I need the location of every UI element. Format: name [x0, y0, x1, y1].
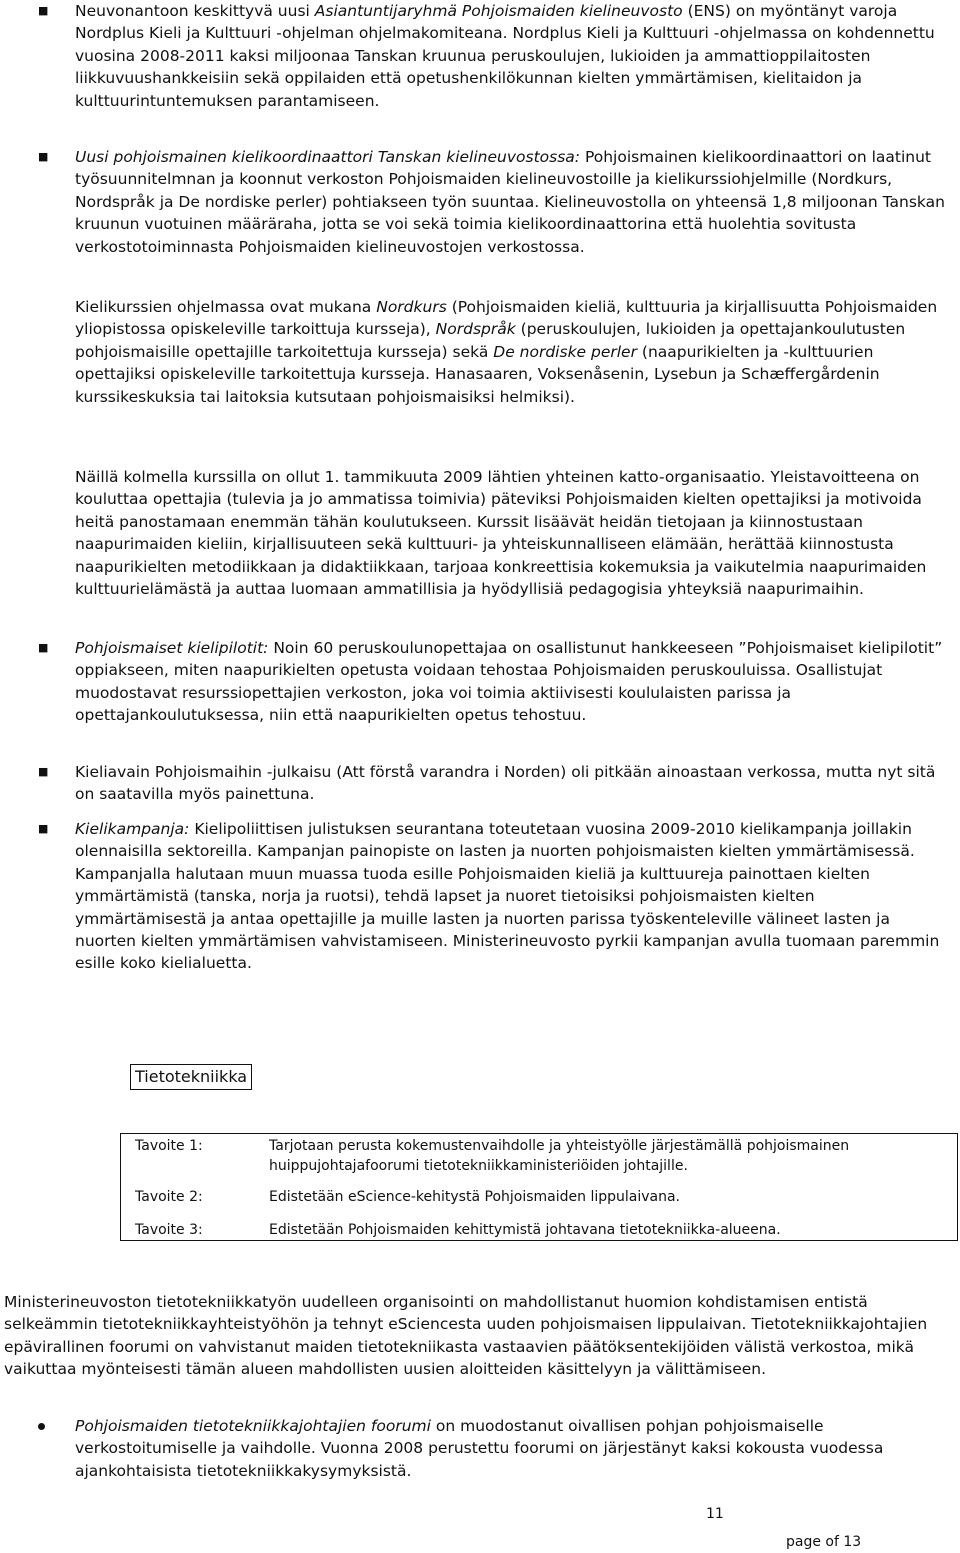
bullet-marker: ■ [38, 765, 49, 778]
bullet-marker: ■ [38, 641, 49, 654]
paragraph-kielipilotit: Pohjoismaiset kielipilotit: Noin 60 peruskoulunopettajaa on osallistunut hankkeeseen ”Pohjoismaiset kielipilotit” oppiakseen, miten naapurikielten opetusta voidaan tehostaa Pohjoismaiden peruskouluissa. Osallistujat muodostavat resurssiopettajien verkoston, joka voi toimia aktiivisesti koululaisten parissa ja opettajankoulutuksessa, niin että naapurikielten opetus tehostuu. [75, 639, 943, 725]
goals-table [120, 1133, 958, 1241]
paragraph-foorumi: Pohjoismaiden tietotekniikkajohtajien foorumi on muodostanut oivallisen pohjan pohjoismaiselle verkostoitumiselle ja vaihdolle. Vuonna 2008 perustettu foorumi on järjestänyt kaksi kokousta vuodessa ajankohtaisista tietotekniikkakysymyksistä. [75, 1417, 884, 1480]
paragraph-tietotekniikka: Ministerineuvoston tietotekniikkatyön uudelleen organisointi on mahdollistanut huomion kohdistamisen entistä selkeämmin tietotekniikkayhteistyöhön ja tehnyt eSciencesta uuden pohjoismaisen lippulaivan. Tietotekniikkajohtajien epävirallinen foorumi on vahvistanut maiden tietotekniikasta vastaavien päätöksentekijöiden välistä verkostoa, mikä vaikuttaa myönteisesti tämän alueen mahdollisten uusien aloitteiden käsittelyyn ja välittämiseen. [4, 1293, 928, 1379]
paragraph-kielikampanja: Kielikampanja: Kielipoliittisen julistuksen seurantana toteutetaan vuosina 2009‑2010 kielikampanja joillakin olennaisilla sektoreilla. Kampanjan painopiste on lasten ja nuorten pohjoismaisten kielten ymmärtämisessä. Kampanjalla halutaan muun muassa tuoda esille Pohjoismaiden kieliä ja kulttuureja painottaen kielten ymmärtämistä (tanska, norja ja ruotsi), tehdä lapset ja nuoret tietoisiksi pohjoismaisten kielten ymmärtämisestä ja antaa opettajille ja muille lasten ja nuorten parissa työskenteleville välineet lasten ja nuorten kielten ymmärtämisen vahvistamiseen. Ministerineuvosto pyrkii kampanjan avulla tuomaan paremmin esille koko kielialuetta. [75, 820, 940, 973]
bullet-marker: ■ [38, 822, 49, 835]
section-title: Tietotekniikka [130, 1064, 252, 1090]
bullet-marker: ■ [38, 4, 49, 17]
goal-text: Tarjotaan perusta kokemustenvaihdolle ja yhteistyölle järjestämällä pohjoismainen huippujohtajafoorumi tietotekniikkaministeriöiden johtajille. [269, 1138, 850, 1174]
goal-label: Tavoite 1: [135, 1138, 203, 1154]
bullet-marker: ■ [38, 150, 49, 163]
goal-label: Tavoite 3: [135, 1222, 203, 1238]
goal-text: Edistetään eScience-kehitystä Pohjoismaiden lippulaivana. [269, 1189, 680, 1205]
goal-text: Edistetään Pohjoismaiden kehittymistä johtavana tietotekniikka-alueena. [269, 1222, 781, 1238]
page-count: page of 13 [786, 1534, 862, 1550]
paragraph-kielikurssit: Kielikurssien ohjelmassa ovat mukana Nordkurs (Pohjoismaiden kieliä, kulttuuria ja kirjallisuutta Pohjoismaiden yliopistossa opiskeleville tarkoittuja kursseja), Nordspråk (peruskoulujen, lukioiden ja opettajankoulutusten pohjoismaisille opettajille tarkoitettuja kursseja) sekä De nordiske perler (naapurikielten ja -kulttuurien opettajiksi opiskeleville tarkoitettuja kursseja. Hanasaaren, Voksenåsenin, Lysebun ja Schæffergårdenin kurssikeskuksia tai laitoksia kutsutaan pohjoismaisiksi helmiksi). [75, 298, 938, 406]
bullet-dot [38, 1423, 45, 1430]
goal-label: Tavoite 2: [135, 1189, 203, 1205]
page-number: 11 [706, 1506, 724, 1522]
paragraph-kieliavain: Kieliavain Pohjoismaihin -julkaisu (Att förstå varandra i Norden) oli pitkään ainoastaan verkossa, mutta nyt sitä on saatavilla myös painettuna. [75, 763, 936, 804]
paragraph-ens: Neuvonantoon keskittyvä uusi Asiantuntijaryhmä Pohjoismaiden kielineuvosto (ENS) on myöntänyt varoja Nordplus Kieli ja Kulttuuri -ohjelman ohjelmakomiteana. Nordplus Kieli ja Kulttuuri -ohjelmassa on kohdennettu vuosina 2008‑2011 kaksi miljoonaa Tanskan kruunua peruskoulujen, lukioiden ja ammattioppilaitosten liikkuvuushankkeisiin sekä oppilaiden että opetushenkilökunnan kielten ymmärtämisen, kielitaidon ja kulttuurintuntemuksen parantamiseen. [75, 2, 935, 110]
paragraph-kielikoordinaattori: Uusi pohjoismainen kielikoordinaattori Tanskan kielineuvostossa: Pohjoismainen kielikoordinaattori on laatinut työsuunnitelmnan ja koonnut verkoston Pohjoismaiden kielineuvostoille ja kielikurssiohjelmille (Nordkurs, Nordspråk ja De nordiske perler) pohtiakseen työn suuntaa. Kielineuvostolla on yhteensä 1,8 miljoonan Tanskan kruunun vuotuinen määräraha, jotta se voi sekä toimia kielikoordinaattorina että huolehtia sovitusta verkostotoiminnasta Pohjoismaiden kielineuvostojen verkostossa. [75, 148, 945, 256]
paragraph-katto-organisaatio: Näillä kolmella kurssilla on ollut 1. tammikuuta 2009 lähtien yhteinen katto-organisaatio. Yleistavoitteena on kouluttaa opettajia (tulevia ja jo ammatissa toimivia) päteviksi Pohjoismaiden kielten opettajiksi ja motivoida heitä panostamaan enemmän tähän koulutukseen. Kurssit lisäävät heidän tietojaan ja kiinnostustaan naapurimaiden kieliin, kirjallisuuteen sekä kulttuuri- ja yhteiskunnalliseen elämään, herättää kiinnostusta naapurikielten metodiikkaan ja didaktiikkaan, tarjoaa konkreettisia kokemuksia ja vaikutelmia naapurimaiden kulttuurielämästä ja auttaa luomaan ammatillisia ja hyödyllisiä pedagogisia yhteyksiä naapurimaihin. [75, 468, 927, 599]
